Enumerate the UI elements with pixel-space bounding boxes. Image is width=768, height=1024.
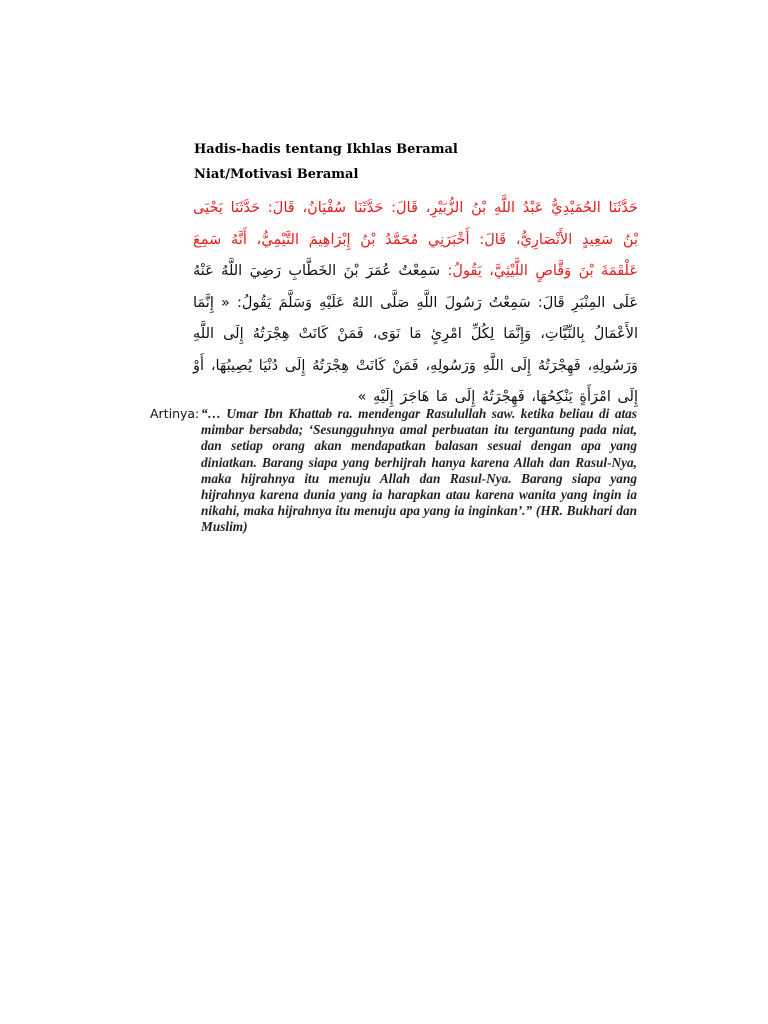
hadith-sanad: حَدَّثَنَا الحُمَيْدِيُّ عَبْدُ اللَّهِ بْنُ الزُّبَيْرِ، قَالَ: حَدَّثَنَا سُفْيَانُ، قَالَ: حَدَّثَنَا يَحْيَى بْنُ سَعِيدٍ الأَنْصَارِيُّ، قَالَ: أَخْبَرَنِي مُحَمَّدُ بْنُ إِبْرَاهِيمَ التَّيْمِيُّ، أَنَّهُ سَمِعَ عَلْقَمَةَ بْنَ وَقَّاصٍ اللَّيْثِيَّ، يَقُولُ: <box>193 200 638 279</box>
hadith-arabic-text <box>193 193 638 414</box>
document-title: Hadis-hadis tentang Ikhlas Beramal <box>194 142 458 157</box>
translation-text: “… Umar Ibn Khattab ra. mendengar Rasulullah saw. ketika beliau di atas mimbar bersabda; ‘Sesungguhnya amal perbuatan itu tergantung pada niat, dan setiap orang akan mendapatkan balasan sesuai dengan apa yang diniatkan. Barang siapa yang berhijrah hanya karena Allah dan Rasul-Nya, maka hijrahnya itu menuju Allah dan Rasul-Nya. Barang siapa yang hijrahnya karena dunia yang ia harapkan atau karena wanita yang ingin ia nikahi, maka hijrahnya itu menuju apa yang ia inginkan’.” (HR. Bukhari dan Muslim) <box>201 406 637 535</box>
translation-label: Artinya: <box>150 406 200 421</box>
section-subtitle: Niat/Motivasi Beramal <box>194 167 359 182</box>
document-headings <box>194 137 644 187</box>
hadith-matn: سَمِعْتُ عُمَرَ بْنَ الخَطَّابِ رَضِيَ اللَّهُ عَنْهُ عَلَى المِنْبَرِ قَالَ: سَمِعْتُ رَسُولَ اللَّهِ صَلَّى اللهُ عَلَيْهِ وَسَلَّمَ يَقُولُ: « إِنَّمَا الأَعْمَالُ بِالنِّيَّاتِ، وَإِنَّمَا لِكُلِّ امْرِئٍ مَا نَوَى، فَمَنْ كَانَتْ هِجْرَتُهُ إِلَى اللَّهِ وَرَسُولِهِ، فَهِجْرَتُهُ إِلَى اللَّهِ وَرَسُولِهِ، فَمَنْ كَانَتْ هِجْرَتُهُ إِلَى دُنْيَا يُصِيبُهَا، أَوْ إِلَى امْرَأَةٍ يَنْكِحُهَا، فَهِجْرَتُهُ إِلَى مَا هَاجَرَ إِلَيْهِ » <box>193 263 638 405</box>
